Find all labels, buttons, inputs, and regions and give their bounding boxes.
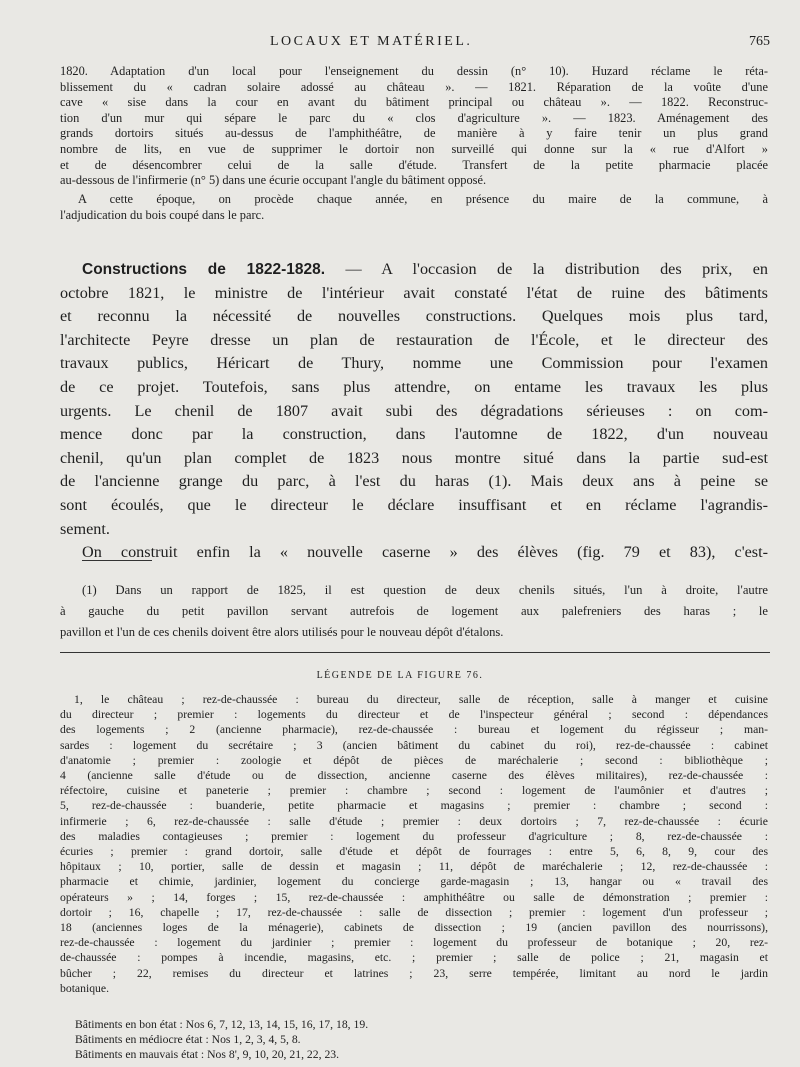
running-title: LOCAUX ET MATÉRIEL. <box>270 34 473 49</box>
footnote <box>60 580 768 643</box>
legend-line: 4 (ancienne salle d'étude ou de dissection, ancienne caserne des élèves militaires), rez-de-chaussée : <box>60 769 768 783</box>
section-first-line <box>60 258 768 282</box>
text-line: l'adjudication du bois coupé dans le parc. <box>60 207 265 222</box>
legend-title: LÉGENDE DE LA FIGURE 76. <box>316 670 484 681</box>
text-line: A cette époque, on procède chaque année, en présence du maire de la commune, à <box>78 192 768 206</box>
legend-line: 18 (anciennes loges de la ménagerie), cabinets de dissection ; 19 (ancien pavillon des nourrissons), <box>60 921 768 935</box>
status-line: Bâtiments en mauvais état : Nos 8', 9, 10, 20, 21, 22, 23. <box>75 1048 340 1062</box>
legend-line: hôpitaux ; 10, portier, salle de dessin et magasin ; 11, dépôt de maréchalerie ; 12, rez-de-chaussée : <box>60 860 768 874</box>
text-line: l'architecte Peyre dresse un plan de restauration de l'École, et le directeur des <box>60 330 768 349</box>
legend-line: 1, le château ; rez-de-chaussée : bureau du directeur, salle de réception, salle à manger et cuisine <box>74 693 768 706</box>
legend-line: dortoir ; 16, chapelle ; 17, rez-de-chaussée : salle de dissection ; premier : logement d'un professeur ; <box>60 905 768 919</box>
status-line: Bâtiments en bon état : Nos 6, 7, 12, 13, 14, 15, 16, 17, 18, 19. <box>75 1018 369 1031</box>
text-line: urgents. Le chenil de 1807 avait subi des dégradations sérieuses : on com- <box>60 401 768 420</box>
text-line: sont écoulés, que le directeur le déclare insuffisant et en réclame l'agrandis- <box>60 495 768 514</box>
legend-body <box>60 692 768 996</box>
legend-line: opérateurs » ; 14, forges ; 15, rez-de-chaussée : amphithéâtre ou salle de démonstration ; premier : <box>60 890 768 904</box>
text-line: nombre de lits, en vue de supprimer le dortoir non surveillé qui donne sur la « rue d'Alfort » <box>60 141 768 156</box>
legend-line: bûcher ; 22, remises du directeur et latrines ; 23, serre tempérée, limitant au nord le jardin <box>60 966 768 980</box>
legend-line: d'anatomie ; premier : zoologie et dépôt de pièces de maréchalerie ; second : bibliothèque ; <box>60 753 768 767</box>
legend-line: 5, rez-de-chaussée : buanderie, petite pharmacie et magasins ; premier : chambre ; second : <box>60 799 768 813</box>
building-status-list <box>75 1017 368 1063</box>
text-line: chenil, qu'un plan complet de 1823 nous montre situé dans la partie sud-est <box>60 448 768 467</box>
text-line: cave « sise dans la cour en avant du bâtiment principal ou château ». — 1822. Reconstruc- <box>60 95 768 110</box>
text-line: de l'ancienne grange du parc, à l'est du haras (1). Mais deux ans à peine se <box>60 472 768 491</box>
footnote-line: pavillon et l'un de ces chenils doivent être alors utilisés pour le nouveau dépôt d'étalons. <box>60 625 504 639</box>
intro-paragraph <box>60 64 768 189</box>
section-constructions <box>60 258 768 565</box>
text-line: On construit enfin la « nouvelle caserne » des élèves (fig. 79 et 83), c'est- <box>82 543 768 562</box>
text-line: tion d'un mur qui sépare le parc du « clos d'agriculture ». — 1823. Aménagement des <box>60 110 768 125</box>
text-line: blissement du « cadran solaire adossé au château ». — 1821. Réparation de la voûte d'une <box>60 79 768 94</box>
section-divider <box>60 652 770 653</box>
text-fragment: — A l'occasion de la distribution des prix, en <box>325 260 768 278</box>
legend-line: des logements ; 2 (ancienne pharmacie), rez-de-chaussée : bureau et logement du régisseur ; man- <box>60 723 768 737</box>
text-line: au-dessous de l'infirmerie (n° 5) dans une écurie occupant l'angle du bâtiment opposé. <box>60 173 487 188</box>
text-line: octobre 1821, le ministre de l'intérieur avait constaté l'état de ruine des bâtiments <box>60 283 768 302</box>
text-line: grands dortoirs situés au-dessus de l'amphithéâtre, de manière à y faire tenir un plus grand <box>60 126 768 141</box>
legend-line: du directeur ; premier : logements du directeur et de l'inspecteur général ; second : dépendances <box>60 708 768 722</box>
legend-line: sardes : logement du secrétaire ; 3 (ancien bâtiment du cabinet du roi), rez-de-chaussée : cabinet <box>60 738 768 752</box>
footnote-line: à gauche du petit pavillon servant autrefois de logement aux palefreniers des haras ; le <box>60 604 768 618</box>
legend-line: botanique. <box>60 981 110 995</box>
legend-line: infirmerie ; 6, rez-de-chaussée : salle d'étude ; premier : deux dortoirs ; 7, rez-de-chaussée : écurie <box>60 814 768 828</box>
running-head <box>0 34 800 54</box>
page-number: 765 <box>749 34 770 49</box>
text-line: de ce projet. Toutefois, sans plus attendre, on entame les travaux les plus <box>60 377 768 396</box>
legend-line: réfectoire, cuisine et paneterie ; premier : chambre ; second : logement de l'aumônier et d'autres ; <box>60 784 768 798</box>
intro-paragraph-2 <box>60 192 768 223</box>
legend-line: rez-de-chaussée : logement du jardinier ; premier : logement du professeur de botanique ; 20, rez- <box>60 936 768 950</box>
legend-line: écuries ; premier : grand dortoir, salle d'étude et dépôt de fourrages : entre 5, 6, 8, 9, cour des <box>60 845 768 859</box>
status-line: Bâtiments en médiocre état : Nos 1, 2, 3, 4, 5, 8. <box>75 1033 301 1047</box>
text-line: mence donc par la construction, dans l'automne de 1822, d'un nouveau <box>60 425 768 444</box>
legend-line: des maladies contagieuses ; premier : logement du professeur d'agriculture ; 8, rez-de-chaussée : <box>60 829 768 843</box>
footnote-line: (1) Dans un rapport de 1825, il est question de deux chenils situés, l'un à droite, l'autre <box>82 583 768 597</box>
section-heading: Constructions de 1822-1828. <box>82 261 326 278</box>
legend-line: de-chaussée : pompes à incendie, magasins, etc. ; premier ; salle de police ; 21, magasin et <box>60 951 768 965</box>
text-line: 1820. Adaptation d'un local pour l'enseignement du dessin (n° 10). Huzard réclame le réta- <box>60 64 768 78</box>
text-line: et reconnu la nécessité de nouvelles constructions. Quelques mois plus tard, <box>60 307 768 326</box>
text-line: travaux publics, Héricart de Thury, nomme une Commission pour l'examen <box>60 354 768 373</box>
text-line: sement. <box>60 519 110 538</box>
text-line: et de désencombrer celui de la salle d'étude. Transfert de la petite pharmacie placée <box>60 157 768 172</box>
footnote-divider <box>82 560 152 561</box>
legend-line: pharmacie et chimie, jardinier, logement du concierge garde-magasin ; 13, hangar ou « travail des <box>60 875 768 889</box>
